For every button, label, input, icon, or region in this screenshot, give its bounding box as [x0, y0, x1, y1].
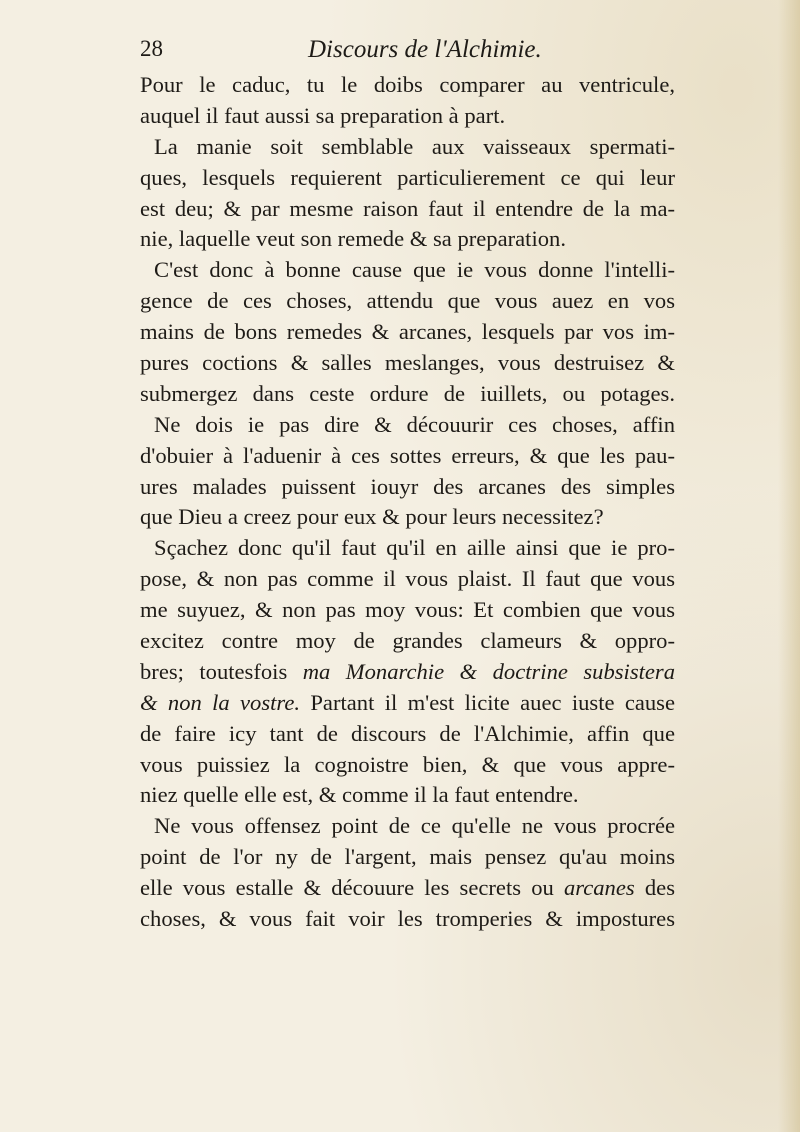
- text-run: pose, & non pas comme il vous plaist. Il faut que vous: [140, 566, 675, 592]
- text-line: [140, 750, 675, 781]
- text-run: C'est donc à bonne cause que ie vous donne l'intelli-: [154, 257, 675, 283]
- text-line: [140, 533, 675, 564]
- text-line: [140, 904, 675, 935]
- italic-text: & non la vostre.: [140, 689, 301, 715]
- text-line: [140, 811, 675, 842]
- italic-text: ma Monarchie & doctrine subsistera: [302, 658, 676, 684]
- text-line: [140, 224, 675, 255]
- text-run: Ne vous offensez point de ce qu'elle ne vous procrée: [154, 813, 675, 839]
- text-run: d'obuier à l'aduenir à ces sottes erreurs, & que les pau-: [140, 442, 675, 468]
- text-run: nie, laquelle veut son remede & sa preparation.: [140, 226, 566, 252]
- text-line: [140, 317, 675, 348]
- text-run: bres; toutesfois: [140, 658, 303, 684]
- text-run: Partant il m'est licite auec iuste cause: [300, 689, 675, 715]
- text-run: pures coctions & salles meslanges, vous destruisez &: [140, 350, 675, 376]
- text-line: [140, 626, 675, 657]
- text-run: ques, lesquels requierent particulierement ce qui leur: [140, 164, 675, 190]
- text-run: elle vous estalle & découure les secrets ou: [140, 875, 564, 901]
- text-run: excitez contre moy de grandes clameurs & oppro-: [140, 628, 675, 654]
- text-line: [140, 286, 675, 317]
- text-line: [140, 688, 675, 719]
- text-run: Pour le caduc, tu le doibs comparer au ventricule,: [140, 72, 675, 97]
- text-line: [140, 132, 675, 163]
- text-run: auquel il faut aussi sa preparation à part.: [140, 102, 506, 128]
- text-line: [140, 657, 675, 688]
- text-run: niez quelle elle est, & comme il la faut entendre.: [140, 782, 579, 808]
- text-run: choses, & vous fait voir les tromperies & impostures: [140, 906, 675, 932]
- page-header: [140, 36, 660, 70]
- text-line: [140, 502, 675, 533]
- text-run: de faire icy tant de discours de l'Alchimie, affin que: [140, 720, 675, 746]
- text-line: [140, 595, 675, 626]
- page-number: 28: [140, 36, 163, 61]
- text-run: point de l'or ny de l'argent, mais pensez qu'au moins: [140, 844, 675, 870]
- text-line: [140, 379, 675, 410]
- text-line: [140, 348, 675, 379]
- text-line: [140, 472, 675, 503]
- text-run: ures malades puissent iouyr des arcanes des simples: [140, 473, 675, 499]
- text-run: submergez dans ceste ordure de iuillets, ou potages.: [140, 380, 675, 406]
- text-run: vous puissiez la cognoistre bien, & que vous appre-: [140, 751, 675, 777]
- text-line: [140, 719, 675, 750]
- page-edge-shadow: [778, 0, 800, 1132]
- text-line: [140, 873, 675, 904]
- text-line: [140, 255, 675, 286]
- text-line: [140, 194, 675, 225]
- body-text: [140, 70, 675, 935]
- text-run: La manie soit semblable aux vaisseaux spermati-: [154, 133, 675, 159]
- running-title: Discours de l'Alchimie.: [308, 36, 542, 63]
- text-run: que Dieu a creez pour eux & pour leurs necessitez?: [140, 504, 604, 530]
- text-line: [140, 410, 675, 441]
- text-run: gence de ces choses, attendu que vous auez en vos: [140, 288, 675, 314]
- text-line: [140, 441, 675, 472]
- text-line: [140, 780, 675, 811]
- text-line: [140, 163, 675, 194]
- text-run: Sçachez donc qu'il faut qu'il en aille ainsi que ie pro-: [154, 535, 675, 561]
- text-run: Ne dois ie pas dire & découurir ces choses, affin: [154, 411, 675, 437]
- text-line: [140, 842, 675, 873]
- text-run: mains de bons remedes & arcanes, lesquels par vos im-: [140, 319, 675, 345]
- text-run: des: [634, 875, 675, 901]
- italic-text: arcanes: [563, 875, 635, 901]
- text-line: [140, 101, 675, 132]
- text-run: me suyuez, & non pas moy vous: Et combien que vous: [140, 597, 675, 623]
- text-run: est deu; & par mesme raison faut il entendre de la ma-: [140, 195, 675, 221]
- text-line: [140, 70, 675, 101]
- text-line: [140, 564, 675, 595]
